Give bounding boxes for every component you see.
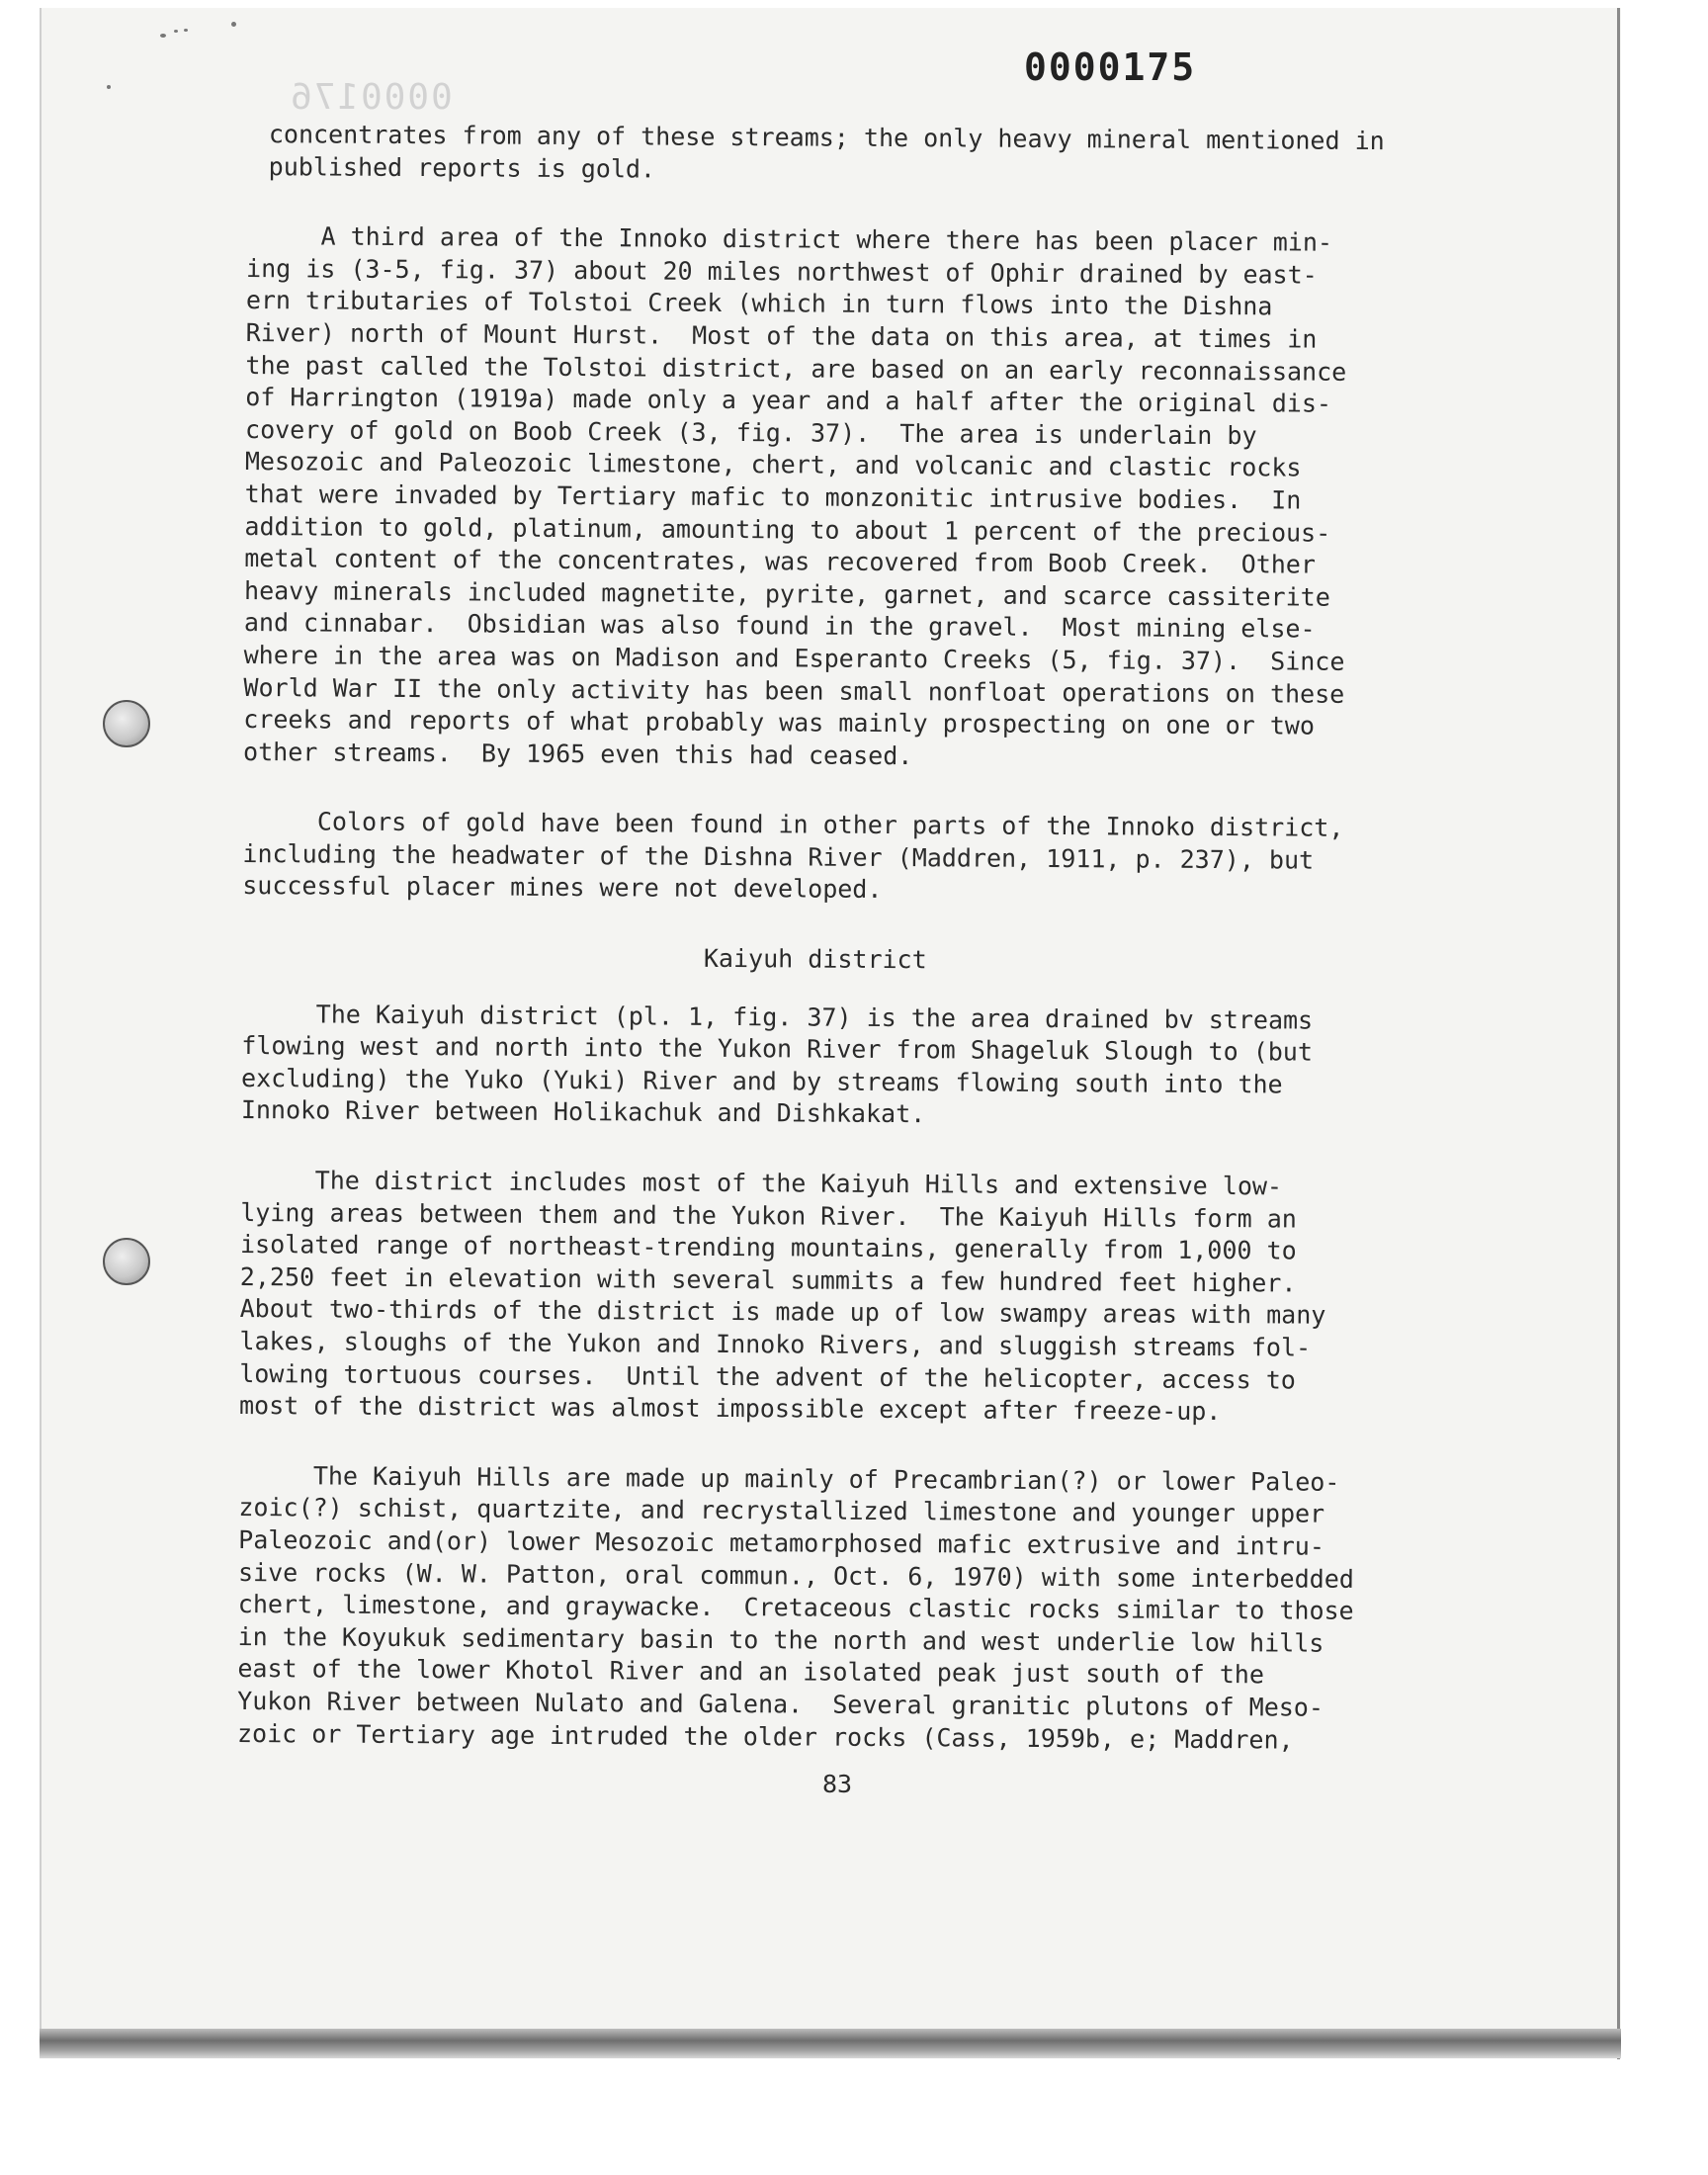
scanner-bottom-edge (40, 2029, 1621, 2058)
section-heading: Kaiyuh district (703, 943, 927, 975)
paragraph-kaiyuh-definition: The Kaiyuh district (pl. 1, fig. 37) is the area drained bv streams flowing west and north into the Yukon River from Shageluk Slough to (but excluding) the Yuko (Yuki) River and by streams flowing south into the Innoko River between Holikachuk and Dishkakat. (240, 999, 1314, 1129)
dust-speck (184, 29, 188, 32)
dust-speck (107, 85, 111, 89)
paragraph-tolstoi-area: A third area of the Innoko district where there has been placer min- ing is (3-5, fig. 37) about 20 miles northwest of Ophir drained by east- ern tributaries of Tolstoi Creek (which in turn flows into the Dishna River) north of Mount Hurst. Most of the data on this area, at times in the past called the Tolstoi district, are based on an early reconnaissance of Harrington (1919a) made only a year and a half after the original dis- covery of gold on Boob Creek (3, fig. 37). The area is underlain by Mesozoic and Paleozoic limestone, chert, and volcanic and clastic rocks that were invaded by Tertiary mafic to monzonitic intrusive bodies. In addition to gold, platinum, amounting to about 1 percent of the precious- metal content of the concentrates, was recovered from Boob Creek. Other heavy minerals included magnetite, pyrite, garnet, and scarce cassiterite and cinnabar. Obsidian was also found in the gravel. Most mining else- where in the area was on Madison and Esperanto Creeks (5, fig. 37). Since World War II the only activity has been small nonfloat operations on these creeks and reports of what probably was mainly prospecting on one or two other streams. By 1965 even this had ceased. (243, 221, 1347, 770)
paragraph-colors-of-gold: Colors of gold have been found in other parts of the Innoko district, including the headwater of the Dishna River (Maddren, 1911, p. 237), but successful placer mines were not developed. (242, 807, 1344, 905)
page-body-text (237, 119, 1512, 1795)
dust-speck (160, 34, 166, 38)
page-number: 83 (822, 1770, 853, 1798)
paragraph-continued: concentrates from any of these streams; the only heavy mineral mentioned in published reports is gold. (268, 120, 1385, 184)
paper-edge-shadow (1617, 8, 1620, 2059)
bleed-through-number: 0000176 (289, 77, 453, 118)
punch-hole-icon (103, 700, 150, 747)
paragraph-kaiyuh-hills: The district includes most of the Kaiyuh Hills and extensive low- lying areas between them and the Yukon River. The Kaiyuh Hills form an isolated range of northeast-trending mountains, generally from 1,000 to 2,250 feet in elevation with several summits a few hundred feet higher. About two-thirds of the district is made up of low swampy areas with many lakes, sloughs of the Yukon and Innoko Rivers, and sluggish streams fol- lowing tortuous courses. Until the advent of the helicopter, access to most of the district was almost impossible except after freeze-up. (238, 1166, 1326, 1427)
punch-hole-icon (103, 1238, 150, 1285)
dust-speck (174, 30, 178, 33)
paragraph-kaiyuh-geology: The Kaiyuh Hills are made up mainly of Precambrian(?) or lower Paleo- zoic(?) schist, quartzite, and recrystallized limestone and younger upper Paleozoic and(or) lower Mesozoic metamorphosed mafic extrusive and intru- sive rocks (W. W. Patton, oral commun., Oct. 6, 1970) with some interbedded chert, limestone, and graywacke. Cretaceous clastic rocks similar to those in the Koyukuk sedimentary basin to the north and west underlie low hills east of the lower Khotol River and an isolated peak just south of the Yukon River between Nulato and Galena. Several granitic plutons of Meso- zoic or Tertiary age intruded the older rocks (Cass, 1959b, e; Maddren, (236, 1460, 1354, 1755)
document-control-number: 0000175 (1024, 45, 1197, 89)
dust-speck (231, 22, 236, 27)
